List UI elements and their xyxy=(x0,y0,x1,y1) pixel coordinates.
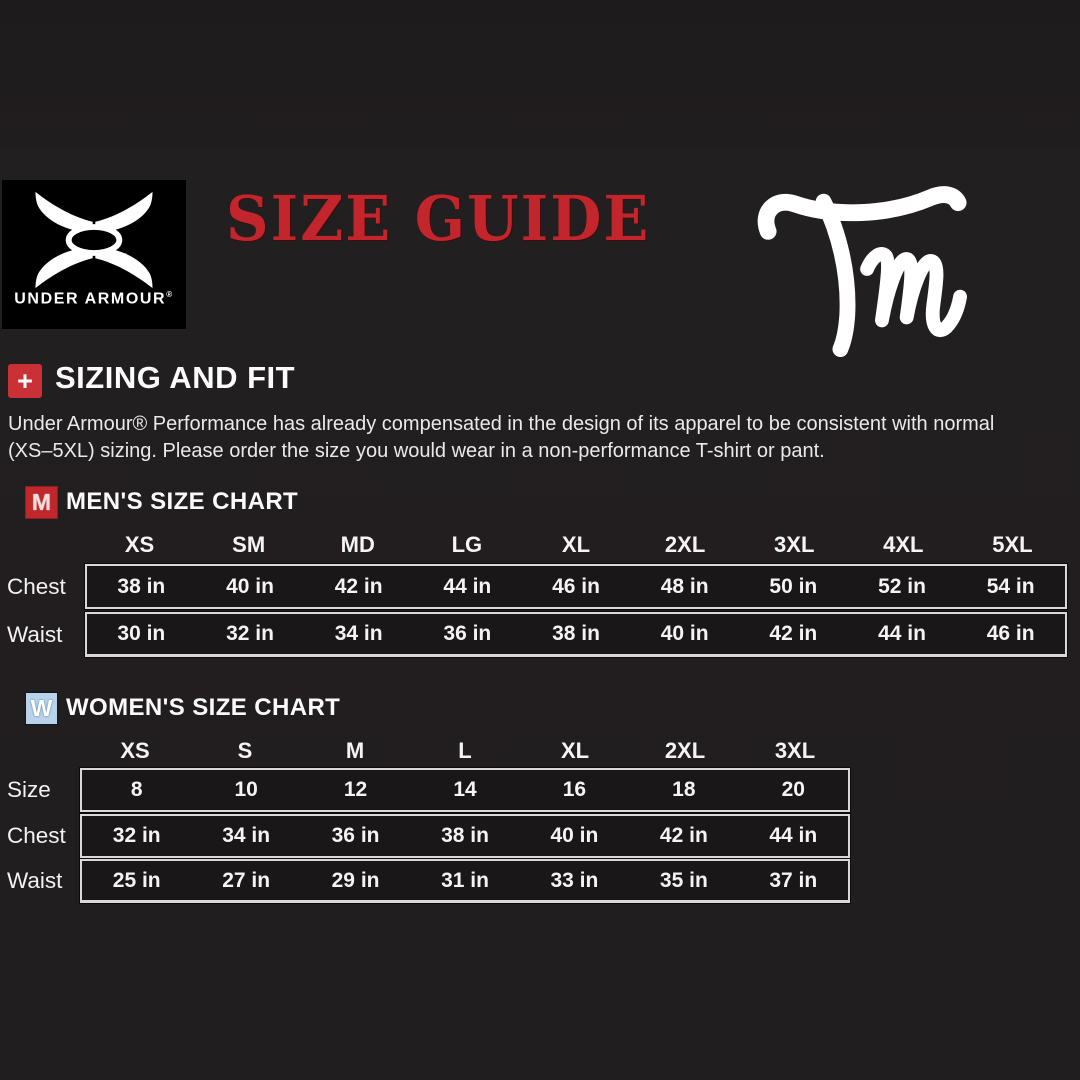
table-cell: 36 in xyxy=(443,622,492,645)
womens-chart-icon: W xyxy=(25,692,58,725)
table-cell: 52 in xyxy=(878,574,926,598)
mens-header-cell: XL xyxy=(561,532,591,557)
table-cell: 38 in xyxy=(441,824,489,847)
table-cell: 54 in xyxy=(986,574,1035,598)
table-cell: 40 in xyxy=(226,574,274,598)
table-cell: 29 in xyxy=(331,868,380,892)
table-cell: 42 in xyxy=(659,824,708,847)
mens-row-label: Chest xyxy=(7,573,66,599)
womens-chest-row xyxy=(80,814,850,858)
table-cell: 32 in xyxy=(112,824,161,847)
plus-icon: + xyxy=(8,364,42,398)
womens-header-cell: S xyxy=(237,738,253,763)
table-cell: 35 in xyxy=(659,868,708,892)
under-armour-logo-text xyxy=(14,290,173,308)
table-cell: 46 in xyxy=(552,574,600,598)
mens-table-header-row xyxy=(85,530,1067,560)
womens-header-cell: XL xyxy=(560,738,590,763)
womens-table-header-row xyxy=(80,736,850,766)
table-cell: 18 xyxy=(672,778,696,801)
logo-trademark: ® xyxy=(166,290,174,299)
table-cell: 10 xyxy=(234,778,258,801)
table-cell: 25 in xyxy=(112,868,161,892)
table-cell: 42 in xyxy=(334,574,383,598)
womens-size-row xyxy=(80,768,850,812)
under-armour-logo xyxy=(2,180,186,329)
womens-waist-row xyxy=(80,859,850,903)
mens-header-cell: MD xyxy=(340,532,375,557)
womens-header-cell: 2XL xyxy=(664,738,706,763)
body-line-2: (XS–5XL) sizing. Please order the size you would wear in a non-performance T-shirt or pant. xyxy=(8,439,825,462)
womens-row-label: Waist xyxy=(7,868,63,893)
table-cell: 46 in xyxy=(986,622,1035,645)
table-cell: 12 xyxy=(343,778,368,801)
mens-header-cell: 3XL xyxy=(774,532,815,557)
mens-waist-row xyxy=(85,612,1067,657)
logo-wordmark: UNDER ARMOUR xyxy=(14,290,167,308)
table-cell: 44 in xyxy=(443,574,492,598)
tm-signature-icon xyxy=(752,170,1000,358)
table-cell: 31 in xyxy=(441,868,489,892)
table-cell: 30 in xyxy=(117,622,166,645)
table-cell: 40 in xyxy=(660,622,709,645)
womens-header-cell: L xyxy=(458,738,472,763)
sizing-and-fit-body xyxy=(8,411,1058,464)
table-cell: 34 in xyxy=(334,622,383,645)
womens-header-cell: 3XL xyxy=(774,738,816,763)
table-cell: 42 in xyxy=(769,622,818,645)
mens-header-cell: LG xyxy=(451,532,483,557)
womens-header-cell: M xyxy=(345,738,365,763)
mens-chart-icon: M xyxy=(25,486,58,519)
table-cell: 50 in xyxy=(769,574,818,598)
mens-header-cell: XS xyxy=(124,532,155,557)
body-line-1: Under Armour® Performance has already compensated in the design of its apparel to be consistent with normal xyxy=(8,413,995,435)
table-cell: 34 in xyxy=(222,824,271,847)
table-cell: 8 xyxy=(130,778,143,801)
table-cell: 40 in xyxy=(550,824,599,847)
table-cell: 33 in xyxy=(550,868,599,892)
womens-row-label: Size xyxy=(7,777,51,802)
table-cell: 44 in xyxy=(769,824,818,847)
page-title: SIZE GUIDE xyxy=(226,183,651,255)
mens-header-cell: 2XL xyxy=(664,532,706,557)
mens-header-cell: SM xyxy=(232,532,266,557)
table-cell: 37 in xyxy=(769,868,818,892)
mens-row-label: Waist xyxy=(7,621,63,647)
womens-header-cell: XS xyxy=(120,738,150,763)
table-cell: 44 in xyxy=(878,622,926,645)
sizing-and-fit-heading: SIZING AND FIT xyxy=(55,360,296,395)
table-cell: 20 xyxy=(781,778,805,801)
table-cell: 32 in xyxy=(226,622,274,645)
mens-header-cell: 5XL xyxy=(992,532,1033,557)
table-cell: 16 xyxy=(562,778,587,801)
table-cell: 36 in xyxy=(331,824,380,847)
table-cell: 38 in xyxy=(117,574,166,598)
womens-chart-heading: WOMEN'S SIZE CHART xyxy=(66,694,341,721)
table-cell: 38 in xyxy=(552,622,600,645)
table-cell: 14 xyxy=(453,778,477,801)
mens-chart-heading: MEN'S SIZE CHART xyxy=(66,488,299,515)
table-cell: 27 in xyxy=(222,868,271,892)
under-armour-mark-icon xyxy=(20,188,168,292)
mens-header-cell: 4XL xyxy=(883,532,924,557)
table-cell: 48 in xyxy=(660,574,709,598)
womens-row-label: Chest xyxy=(7,823,66,848)
mens-chest-row xyxy=(85,564,1067,609)
